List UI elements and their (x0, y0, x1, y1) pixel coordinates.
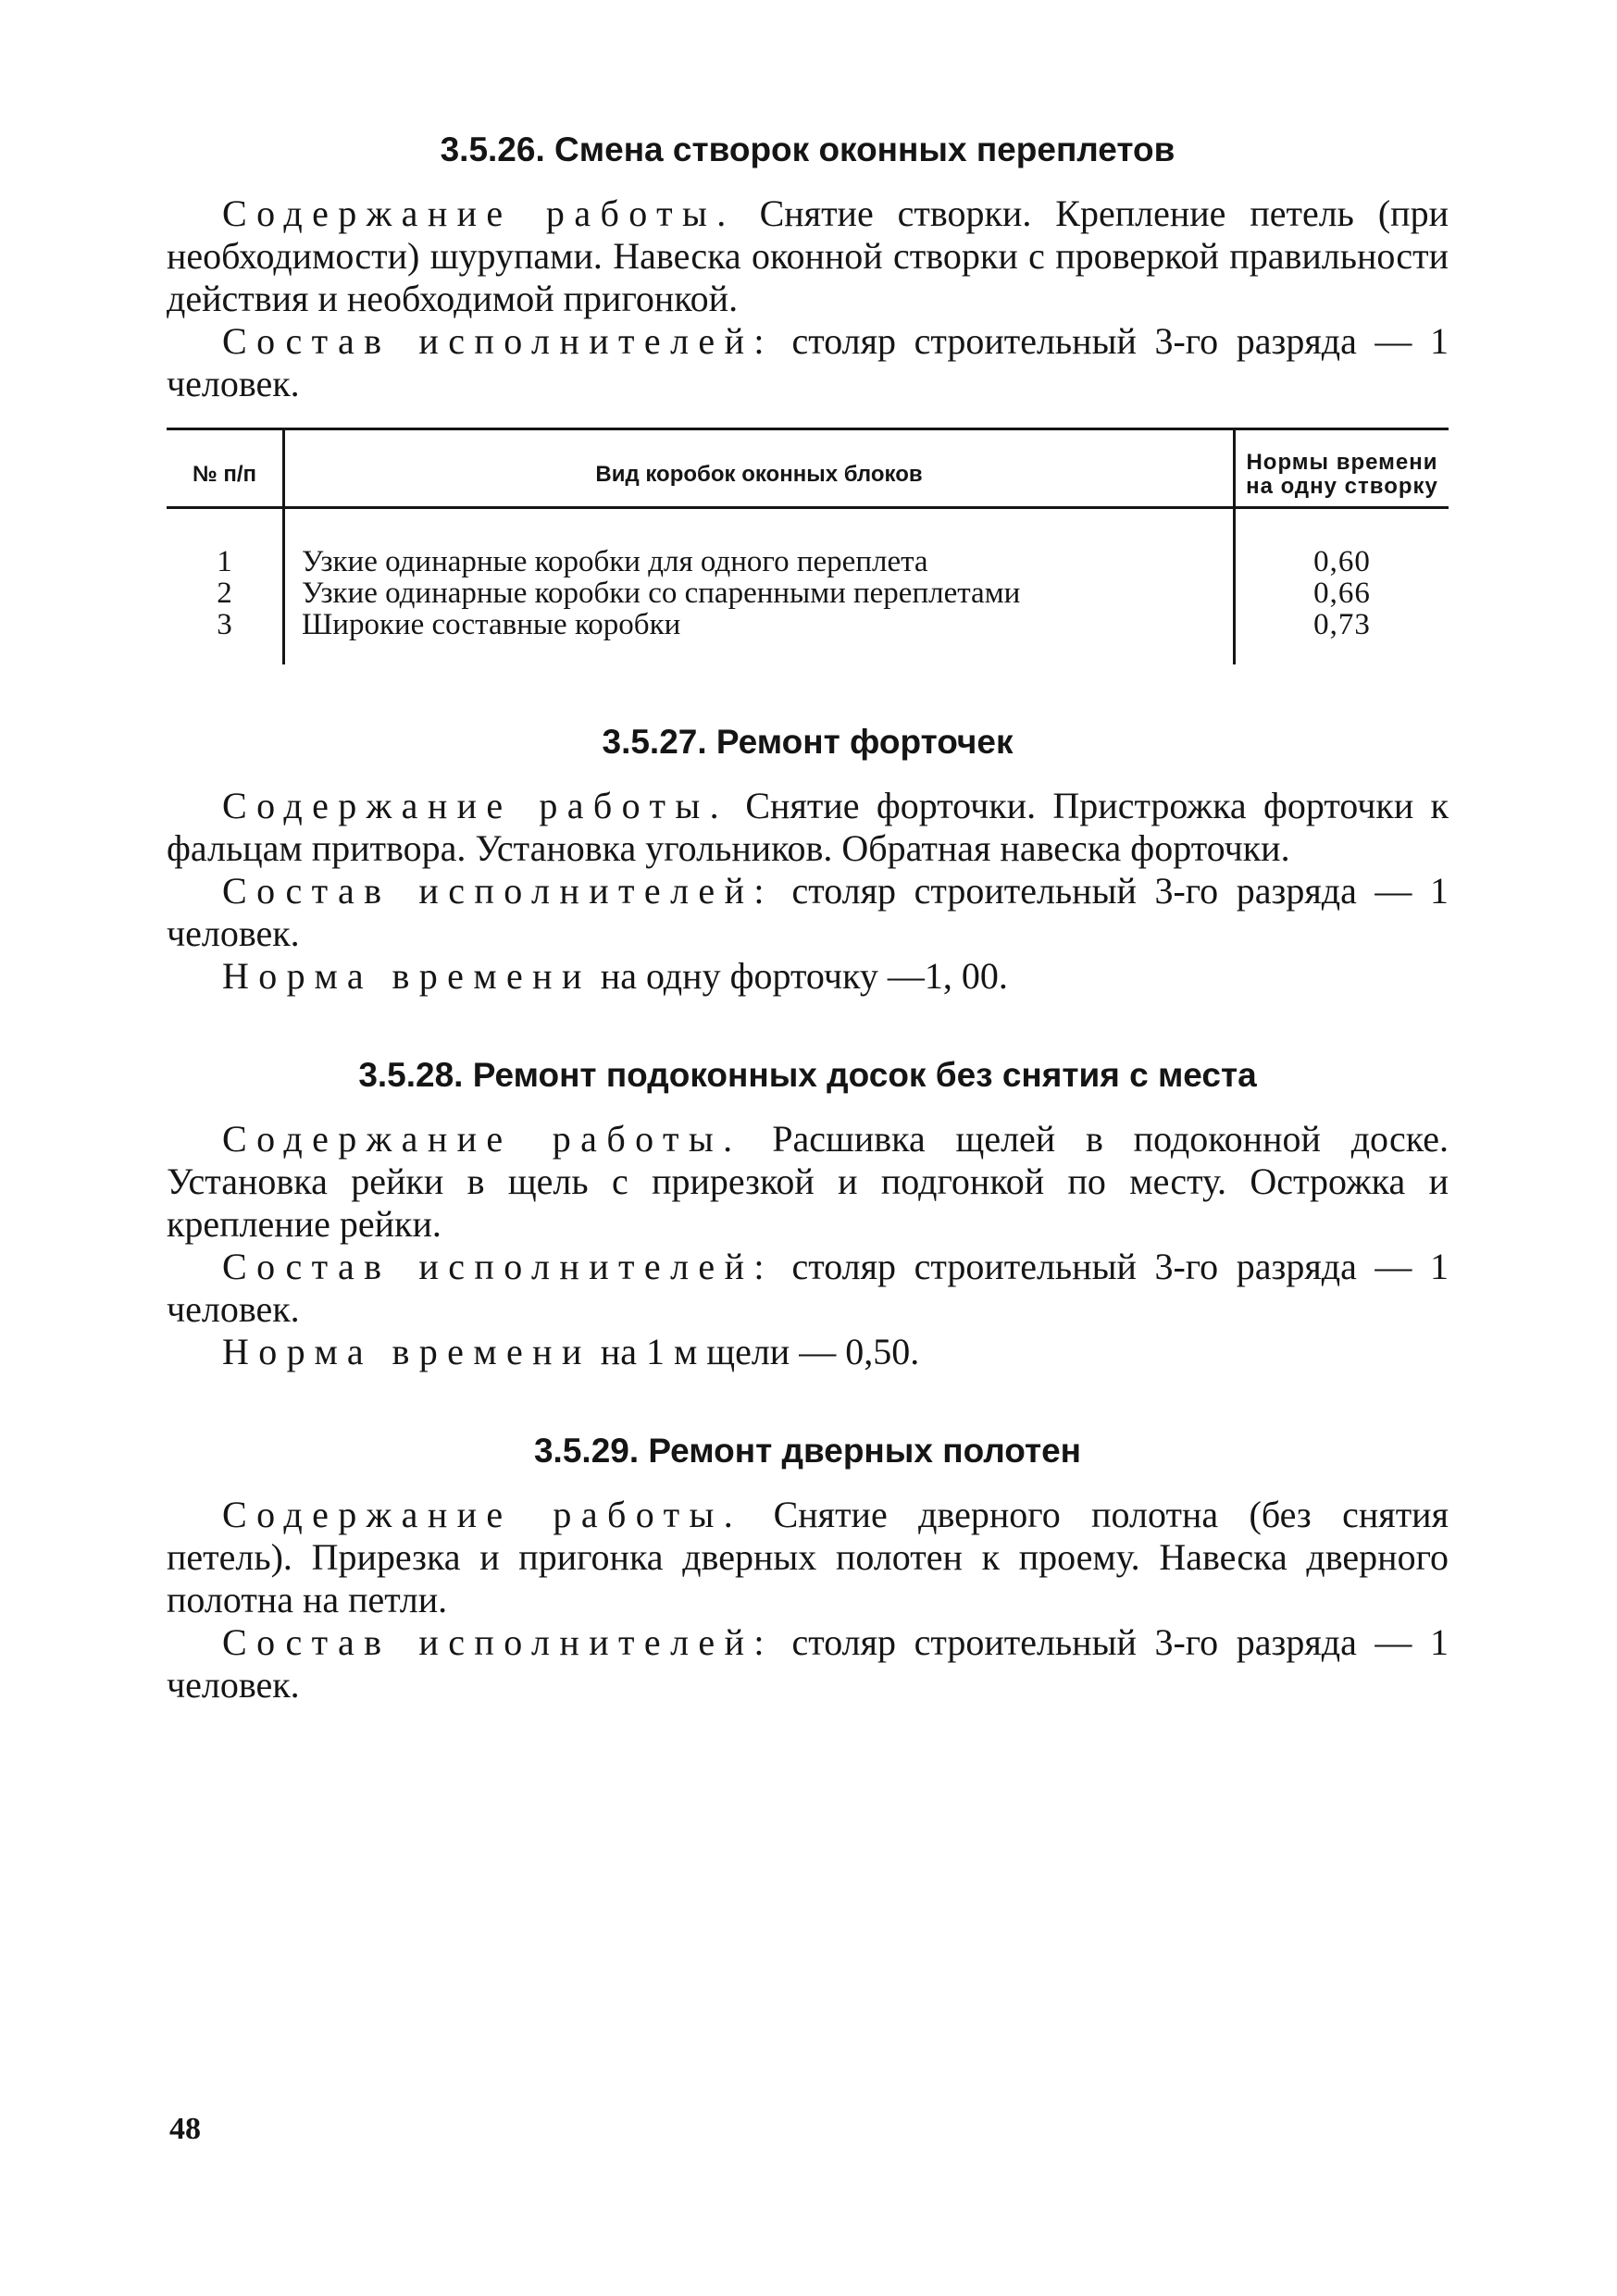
staff-text: столяр строительный 3-го разряда — 1 человек. (167, 320, 1449, 404)
row-name: Узкие одинарные коробки со спаренными переплетами (302, 577, 1021, 610)
work-content-paragraph (167, 1494, 1449, 1621)
work-content-text: Расшивка щелей в подоконной доске. Установка рейки в щель с прирезкой и подгонкой по месту. Острожка и крепление рейки. (167, 1118, 1449, 1245)
row-num: 1 (167, 508, 284, 578)
time-norm-label: Норма времени (222, 1331, 591, 1372)
work-content-text: Снятие дверного полотна (без снятия петель). Прирезка и пригонка дверных полотен к проему. Навеска дверного полотна на петли. (167, 1494, 1449, 1620)
section-3-5-28 (167, 1053, 1449, 1373)
page-content (167, 128, 1449, 1762)
section-title: 3.5.28. Ремонт подоконных досок без снятия с места (358, 1056, 1257, 1094)
table-row (167, 577, 1449, 609)
header-num: № п/п (167, 429, 284, 508)
staff-paragraph (167, 870, 1449, 955)
table-header-row (167, 429, 1449, 508)
row-value: 0,66 (1235, 577, 1449, 609)
section-title: 3.5.26. Смена створок оконных переплетов (440, 130, 1175, 168)
staff-label: Состав исполнителей: (222, 320, 774, 362)
row-name: Широкие составные коробки (302, 608, 681, 641)
staff-text: столяр строительный 3-го разряда — 1 человек. (167, 870, 1449, 954)
row-value: 0,73 (1235, 609, 1449, 664)
row-name: Узкие одинарные коробки для одного переплета (302, 545, 928, 578)
section-3-5-29 (167, 1429, 1449, 1706)
staff-paragraph (167, 320, 1449, 405)
staff-text: столяр строительный 3-го разряда — 1 человек. (167, 1621, 1449, 1706)
time-norm-paragraph (167, 955, 1449, 998)
work-content-paragraph (167, 785, 1449, 870)
page-number: 48 (169, 2112, 201, 2146)
staff-paragraph (167, 1621, 1449, 1706)
section-title: 3.5.27. Ремонт форточек (602, 723, 1014, 761)
row-value: 0,60 (1235, 508, 1449, 578)
work-content-label: Содержание работы. (222, 192, 736, 234)
time-norm-paragraph (167, 1331, 1449, 1373)
norms-table (167, 428, 1449, 664)
work-content-label: Содержание работы. (222, 785, 729, 826)
staff-label: Состав исполнителей: (222, 870, 774, 912)
row-num: 2 (167, 577, 284, 609)
staff-paragraph (167, 1246, 1449, 1331)
work-content-label: Содержание работы. (222, 1494, 743, 1535)
staff-label: Состав исполнителей: (222, 1621, 774, 1663)
staff-label: Состав исполнителей: (222, 1246, 774, 1287)
work-content-text: Снятие форточки. Пристрожка форточки к фальцам притвора. Установка угольников. Обратная навеска форточки. (167, 785, 1449, 869)
time-norm-text: на 1 м щели — 0,50. (591, 1331, 920, 1372)
staff-text: столяр строительный 3-го разряда — 1 человек. (167, 1246, 1449, 1330)
section-title: 3.5.29. Ремонт дверных полотен (533, 1432, 1081, 1470)
table-row (167, 609, 1449, 664)
section-3-5-27 (167, 720, 1449, 998)
header-name: Вид коробок оконных блоков (284, 429, 1235, 508)
section-3-5-26 (167, 128, 1449, 664)
work-content-text: Снятие створки. Крепление петель (при необходимости) шурупами. Навеска оконной створки с проверкой правильности действия и необходимой пригонкой. (167, 192, 1449, 319)
work-content-label: Содержание работы. (222, 1118, 742, 1160)
work-content-paragraph (167, 192, 1449, 320)
work-content-paragraph (167, 1118, 1449, 1246)
time-norm-text: на одну форточку —1, 00. (591, 955, 1008, 997)
header-norm: Нормы времени на одну створку (1235, 429, 1449, 508)
row-num: 3 (167, 609, 284, 664)
table-row (167, 508, 1449, 578)
time-norm-label: Норма времени (222, 955, 591, 997)
